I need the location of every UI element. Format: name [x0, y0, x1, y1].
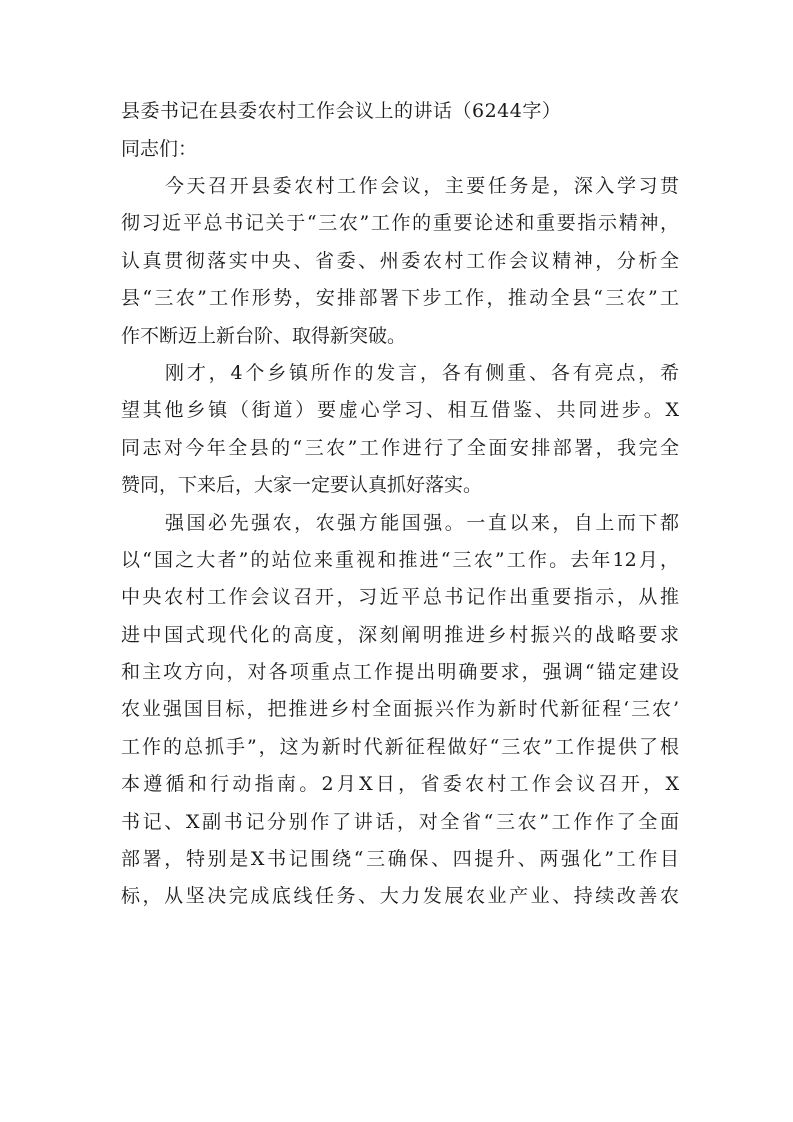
- paragraph-line: 书记、X副书记分别作了讲话，对全省“三农”工作作了全面: [121, 810, 679, 833]
- paragraph-line: 彻习近平总书记关于“三农”工作的重要论述和重要指示精神，: [121, 212, 679, 235]
- paragraph-line: 作不断迈上新台阶、取得新突破。: [121, 324, 407, 347]
- paragraph-line: 赞同，下来后，大家一定要认真抓好落实。: [121, 474, 483, 497]
- paragraph-line: 强国必先强农，农强方能国强。一直以来，自上而下都: [165, 511, 679, 534]
- paragraph-line: 本遵循和行动指南。2月X日，省委农村工作会议召开，X: [121, 773, 679, 796]
- paragraph-line: 县“三农”工作形势，安排部署下步工作，推动全县“三农”工: [121, 287, 679, 310]
- paragraph-1: [121, 168, 679, 355]
- paragraph-line: 望其他乡镇（街道）要虚心学习、相互借鉴、共同进步。X: [121, 399, 679, 422]
- paragraph-3: [121, 505, 679, 916]
- paragraph-line: 刚才，4个乡镇所作的发言，各有侧重、各有亮点，希: [165, 361, 679, 384]
- greeting: 同志们：: [121, 138, 198, 160]
- paragraph-line: 进中国式现代化的高度，深刻阐明推进乡村振兴的战略要求: [121, 623, 679, 646]
- document-title: 县委书记在县委农村工作会议上的讲话（6244字）: [121, 100, 562, 122]
- paragraph-line: 部署，特别是X书记围绕“三确保、四提升、两强化”工作目: [121, 848, 679, 871]
- paragraph-line: 和主攻方向，对各项重点工作提出明确要求，强调“锚定建设: [121, 661, 679, 684]
- paragraph-2: [121, 355, 679, 505]
- paragraph-line: 同志对今年全县的“三农”工作进行了全面安排部署，我完全: [121, 436, 679, 459]
- paragraph-line: 今天召开县委农村工作会议，主要任务是，深入学习贯: [165, 175, 679, 197]
- document-body: [121, 92, 679, 916]
- paragraph-line: 标，从坚决完成底线任务、大力发展农业产业、持续改善农: [121, 885, 679, 908]
- paragraph-line: 认真贯彻落实中央、省委、州委农村工作会议精神，分析全: [121, 249, 679, 272]
- paragraph-line: 农业强国目标，把推进乡村全面振兴作为新时代新征程‘三农’: [121, 698, 679, 721]
- paragraph-line: 工作的总抓手”，这为新时代新征程做好“三农”工作提供了根: [121, 735, 679, 758]
- paragraph-line: 中央农村工作会议召开，习近平总书记作出重要指示，从推: [121, 586, 679, 609]
- paragraph-line: 以“国之大者”的站位来重视和推进“三农”工作。去年12月，: [121, 548, 679, 571]
